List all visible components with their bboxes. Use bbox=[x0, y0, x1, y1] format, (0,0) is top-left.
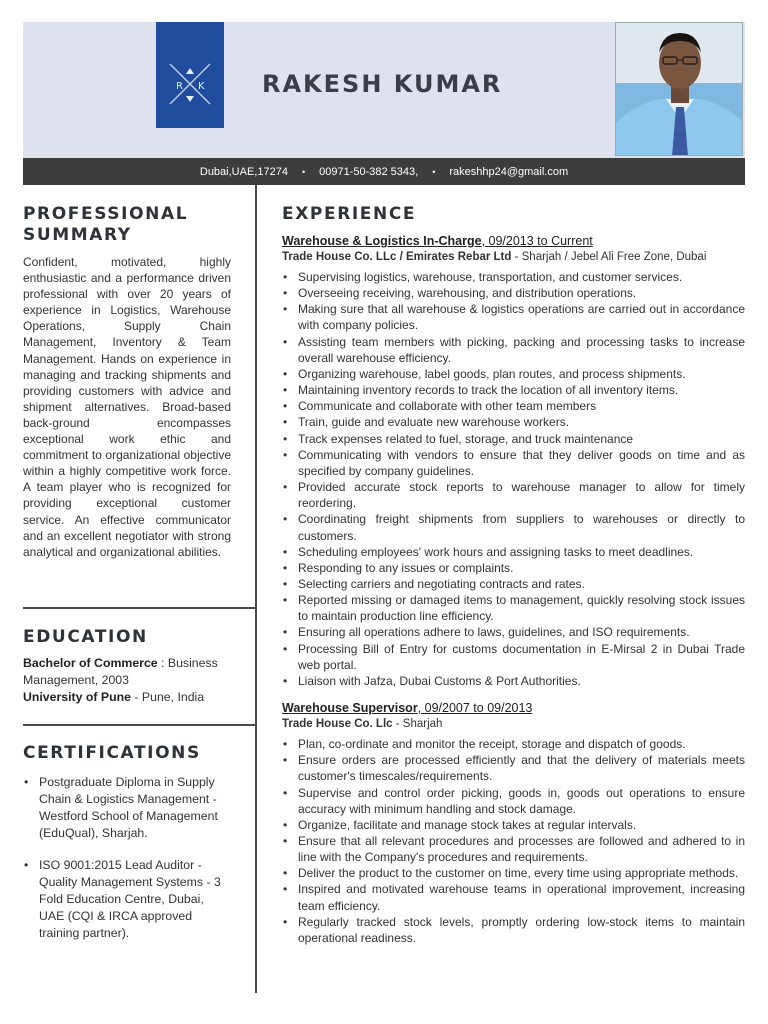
education-school: University of Pune bbox=[23, 690, 131, 704]
experience-section bbox=[282, 204, 745, 946]
contact-separator: • bbox=[301, 166, 306, 177]
logo-letter-k: K bbox=[198, 81, 205, 92]
education-school-detail: - Pune, India bbox=[130, 690, 205, 704]
duty-item: • Plan, co-ordinate and monitor the receipt, storage and dispatch of goods. bbox=[282, 736, 745, 752]
duty-item: • Responding to any issues or complaints. bbox=[282, 560, 745, 576]
duty-item: • Train, guide and evaluate new warehouse workers. bbox=[282, 414, 745, 430]
duty-item: • Deliver the product to the customer on time, every time using appropriate methods. bbox=[282, 865, 745, 881]
duty-item: • Communicate and collaborate with other team members bbox=[282, 398, 745, 414]
job-duties-list bbox=[282, 736, 745, 946]
job-title: Warehouse & Logistics In-Charge bbox=[282, 234, 482, 248]
duty-item: • Ensure that all relevant procedures and processes are followed and adhered to in line with the Company's procedures and requirements. bbox=[282, 833, 745, 865]
job-entry bbox=[282, 233, 745, 689]
section-divider bbox=[23, 607, 255, 609]
certifications-section bbox=[23, 743, 231, 957]
job-duties-list bbox=[282, 269, 745, 689]
duty-item: • Ensuring all operations adhere to laws, guidelines, and ISO requirements. bbox=[282, 624, 745, 640]
certification-item: • ISO 9001:2015 Lead Auditor - Quality Management Systems - 3 Fold Education Centre, Dubai, UAE (CQI & IRCA approved training partner). bbox=[23, 857, 231, 942]
job-entry bbox=[282, 700, 745, 946]
education-heading: EDUCATION bbox=[23, 627, 148, 647]
logo-letter-r: R bbox=[176, 81, 183, 92]
duty-item: • Supervise and control order picking, goods in, goods out operations to ensure accuracy with minimum handling and stock damage. bbox=[282, 785, 745, 817]
duty-item: • Coordinating freight shipments from suppliers to warehouses or directly to customers. bbox=[282, 511, 745, 543]
duty-item: • Overseeing receiving, warehousing, and distribution operations. bbox=[282, 285, 745, 301]
duty-item: • Making sure that all warehouse & logistics operations are carried out in accordance with company policies. bbox=[282, 301, 745, 333]
education-entry bbox=[23, 655, 231, 706]
duty-item: • Organizing warehouse, label goods, plan routes, and process shipments. bbox=[282, 366, 745, 382]
duty-item: • Scheduling employees' work hours and assigning tasks to meet deadlines. bbox=[282, 544, 745, 560]
certifications-list bbox=[23, 774, 231, 942]
candidate-name: RAKESH KUMAR bbox=[262, 70, 503, 98]
duty-item: • Selecting carriers and negotiating contracts and rates. bbox=[282, 576, 745, 592]
profile-photo bbox=[615, 22, 743, 156]
job-title-line bbox=[282, 233, 745, 249]
monogram-logo bbox=[156, 22, 224, 128]
duty-item: • Organize, facilitate and manage stock takes at regular intervals. bbox=[282, 817, 745, 833]
job-company: Trade House Co. Llc bbox=[282, 718, 393, 731]
duty-item: • Assisting team members with picking, packing and processing tasks to increase overall warehouse efficiency. bbox=[282, 334, 745, 366]
job-company: Trade House Co. LLc / Emirates Rebar Ltd bbox=[282, 251, 512, 263]
duty-item: • Regularly tracked stock levels, promptly ordering low-stock items to maintain operational readiness. bbox=[282, 914, 745, 946]
duty-item: • Inspired and motivated warehouse teams in operational improvement, increasing team efficiency. bbox=[282, 881, 745, 913]
job-dates: , 09/2007 to 09/2013 bbox=[417, 701, 533, 716]
job-title: Warehouse Supervisor bbox=[282, 701, 418, 716]
contact-location: Dubai,UAE,17274 bbox=[199, 165, 288, 178]
job-dates: , 09/2013 to Current bbox=[481, 234, 593, 248]
duty-item: • Track expenses related to fuel, storage, and truck maintenance bbox=[282, 431, 745, 447]
duty-item: • Supervising logistics, warehouse, transportation, and customer services. bbox=[282, 269, 745, 285]
certification-item: • Postgraduate Diploma in Supply Chain & Logistics Management - Westford School of Management (EduQual), Sharjah. bbox=[23, 774, 231, 842]
job-location: - Sharjah bbox=[392, 718, 443, 731]
summary-section bbox=[23, 204, 231, 560]
contact-email[interactable]: rakeshhp24@gmail.com bbox=[449, 165, 569, 178]
duty-item: • Processing Bill of Entry for customs documentation in E-Mirsal 2 in Dubai Trade web portal. bbox=[282, 641, 745, 673]
certifications-heading: CERTIFICATIONS bbox=[23, 743, 201, 763]
summary-text: Confident, motivated, highly enthusiastic and a performance driven professional with over 20 years of experience in Logistics, Warehouse Operations, Supply Chain Management, Inventory & Team Management. Hands on experience in managing and tracking shipments and providing customers with advice and shipment alternatives. Broad-based back-ground encompasses exceptional work ethic and commitment to organizational objective within a highly competitive work force. A team player who is recognized for providing exceptional customer service. An effective communicator and an excellent negotiator with strong analytical and organizational abilities. bbox=[23, 255, 231, 559]
contact-bar bbox=[23, 158, 745, 185]
summary-heading: PROFESSIONAL SUMMARY bbox=[23, 204, 189, 245]
section-divider bbox=[23, 724, 255, 726]
column-divider bbox=[255, 185, 257, 993]
duty-item: • Liaison with Jafza, Dubai Customs & Port Authorities. bbox=[282, 673, 745, 689]
contact-separator: • bbox=[432, 166, 436, 177]
job-title-line bbox=[282, 700, 745, 716]
education-section bbox=[23, 627, 231, 706]
experience-heading: EXPERIENCE bbox=[282, 204, 417, 224]
duty-item: • Provided accurate stock reports to warehouse manager to allow for timely reordering. bbox=[282, 479, 745, 511]
job-location: - Sharjah / Jebel Ali Free Zone, Dubai bbox=[511, 251, 707, 263]
contact-phone: 00971-50-382 5343, bbox=[319, 165, 419, 178]
duty-item: • Communicating with vendors to ensure that they deliver goods on time and as specified by company guidelines. bbox=[282, 447, 745, 479]
duty-item: • Reported missing or damaged items to management, quickly resolving stock issues to maintain production line efficiency. bbox=[282, 592, 745, 624]
job-company-line bbox=[282, 716, 745, 732]
education-degree: Bachelor of Commerce bbox=[23, 656, 158, 670]
job-company-line bbox=[282, 249, 745, 265]
education-degree-detail: : Business Management, 2003 bbox=[23, 656, 218, 687]
duty-item: • Maintaining inventory records to track the location of all inventory items. bbox=[282, 382, 745, 398]
duty-item: • Ensure orders are processed efficiently and that the delivery of materials meets customer's timescales/requirements. bbox=[282, 752, 745, 784]
